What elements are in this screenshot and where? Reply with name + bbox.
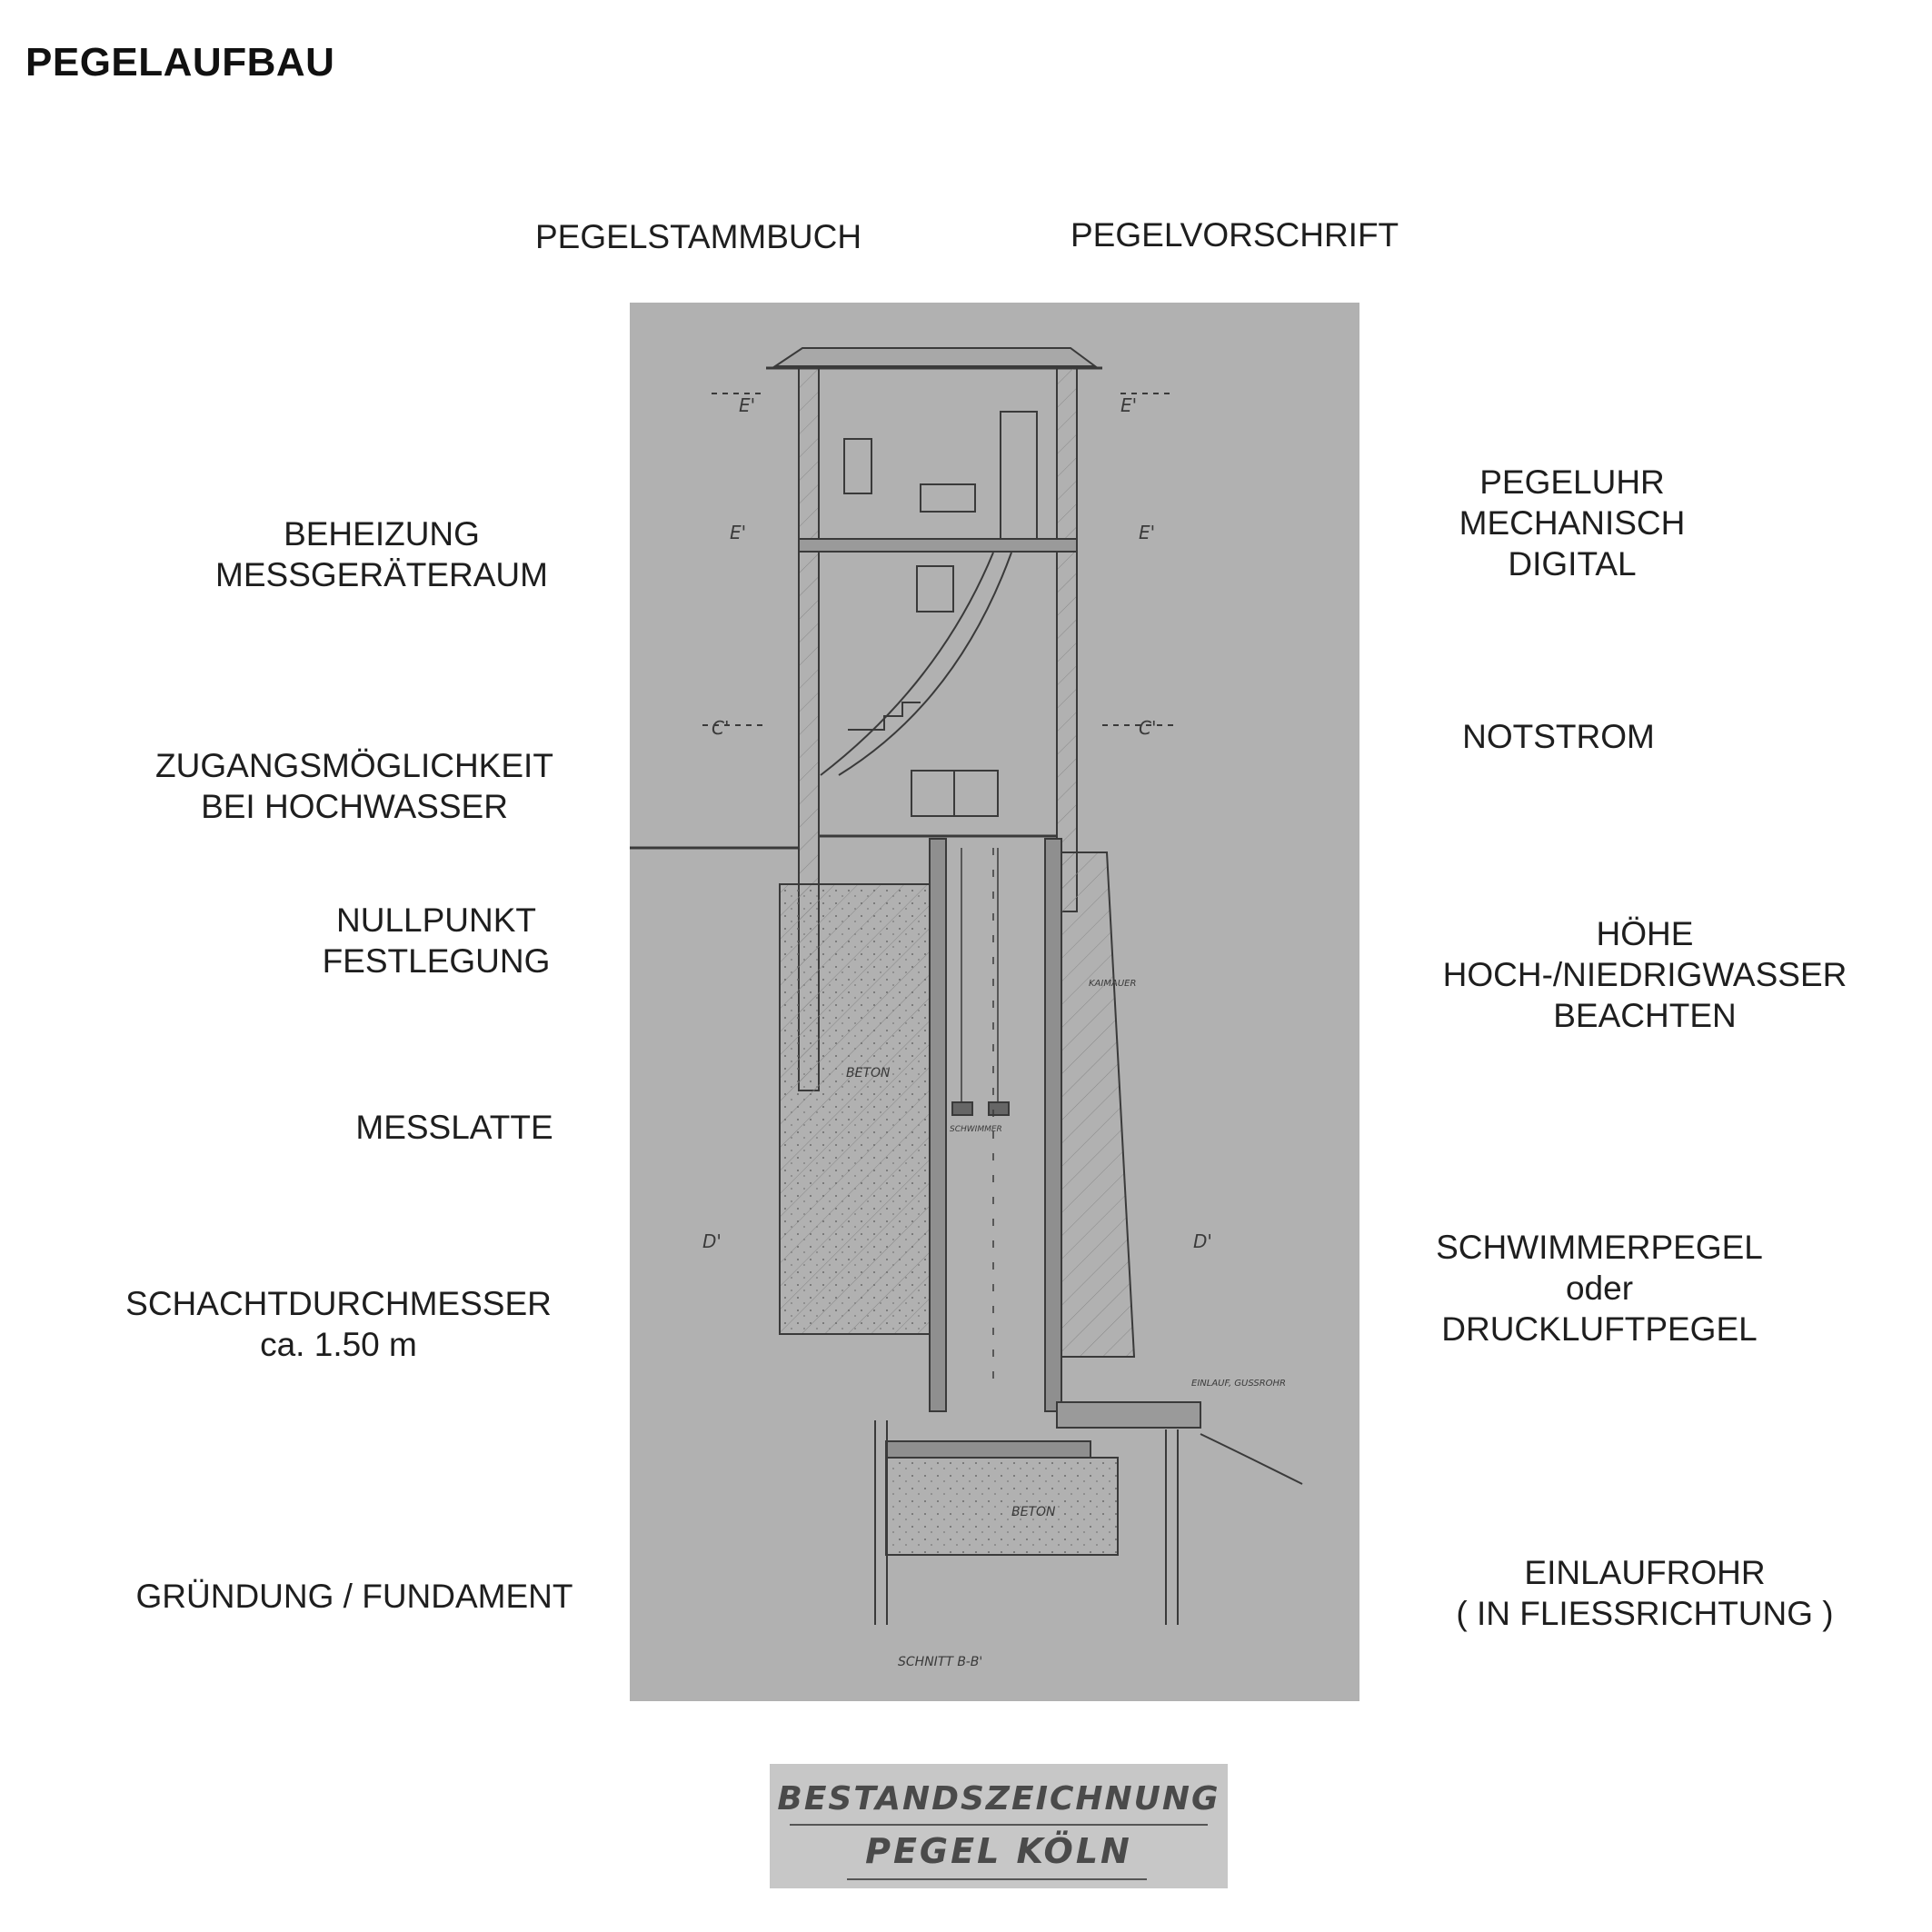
float-1 xyxy=(952,1102,972,1115)
label-line: MESSGERÄTERAUM xyxy=(215,556,548,593)
section-mark: D' xyxy=(1193,1230,1212,1252)
label-line: BEACHTEN xyxy=(1553,997,1737,1034)
label-beheizung xyxy=(182,513,582,595)
label-line: MESSLATTE xyxy=(355,1109,553,1146)
roof xyxy=(775,348,1095,366)
label-line: NULLPUNKT xyxy=(336,901,536,939)
label-line: HOCH-/NIEDRIGWASSER xyxy=(1442,956,1847,993)
section-mark: C' xyxy=(712,717,730,739)
label-line: SCHWIMMERPEGEL xyxy=(1436,1229,1763,1266)
label-nullpunkt xyxy=(273,900,600,981)
label-line: ca. 1.50 m xyxy=(260,1326,417,1363)
right-wall xyxy=(1057,368,1077,911)
stamp-line-1: BESTANDSZEICHNUNG xyxy=(777,1780,1220,1817)
float-2 xyxy=(989,1102,1009,1115)
section-mark: E' xyxy=(739,394,756,416)
label-line: MECHANISCH xyxy=(1459,504,1686,542)
page-title: PEGELAUFBAU xyxy=(25,40,335,85)
label-zugangsmoeglichkeit xyxy=(127,745,582,827)
stamp-underline xyxy=(790,1824,1208,1826)
section-mark: E' xyxy=(730,522,747,543)
label-schwimmerpegel xyxy=(1399,1227,1799,1349)
label-line: BEHEIZUNG xyxy=(284,515,480,553)
annotation-schnitt: SCHNITT B-B' xyxy=(898,1655,983,1669)
section-mark: E' xyxy=(1139,522,1156,543)
shaft-wall-right xyxy=(1045,839,1061,1411)
label-notstrom xyxy=(1399,716,1718,757)
label-pegelstammbuch: PEGELSTAMMBUCH xyxy=(535,218,862,255)
inlet-pipe xyxy=(1057,1402,1200,1428)
beton-left-dots xyxy=(780,884,930,1334)
label-line: NOTSTROM xyxy=(1462,718,1655,755)
label-line: HÖHE xyxy=(1596,915,1694,952)
label-line: GRÜNDUNG / FUNDAMENT xyxy=(135,1578,573,1615)
label-line: FESTLEGUNG xyxy=(322,942,551,980)
foundation-beton xyxy=(886,1458,1118,1555)
label-schachtdurchmesser xyxy=(91,1283,586,1365)
label-line: DRUCKLUFTPEGEL xyxy=(1441,1310,1758,1348)
label-line: ZUGANGSMÖGLICHKEIT xyxy=(155,747,553,784)
instrument-floor xyxy=(799,539,1077,552)
label-messlatte xyxy=(309,1107,600,1148)
label-line: PEGELUHR xyxy=(1479,463,1665,501)
label-gruendung xyxy=(100,1576,609,1617)
annotation-kaimauer: KAIMAUER xyxy=(1089,979,1137,989)
label-line: DIGITAL xyxy=(1508,545,1637,583)
technical-drawing xyxy=(630,303,1359,1701)
annotation-einlauf: EINLAUF, GUSSROHR xyxy=(1191,1379,1286,1389)
label-hoehe xyxy=(1409,913,1881,1036)
section-mark: D' xyxy=(702,1230,722,1252)
stair-steps xyxy=(848,702,921,730)
section-mark: C' xyxy=(1139,717,1157,739)
clock-box xyxy=(844,439,871,493)
recorder xyxy=(921,484,975,512)
material-label: BETON xyxy=(846,1066,891,1081)
stamp-line-2: PEGEL KÖLN xyxy=(865,1831,1132,1871)
section-mark: E' xyxy=(1120,394,1138,416)
kaimauer xyxy=(1061,852,1137,1357)
stamp-bestandszeichnung xyxy=(770,1764,1228,1888)
gauge-section-drawing xyxy=(630,303,1359,1701)
stair-window xyxy=(917,566,953,612)
label-line: SCHACHTDURCHMESSER xyxy=(125,1285,552,1322)
annotation-schwimmer: SCHWIMMER xyxy=(950,1125,1002,1134)
stair-curve-2 xyxy=(839,553,1011,775)
shaft-wall-left xyxy=(930,839,946,1411)
label-line: BEI HOCHWASSER xyxy=(201,788,508,825)
riverbed xyxy=(1200,1434,1302,1484)
label-line: oder xyxy=(1565,1270,1634,1307)
stamp-underline xyxy=(847,1878,1147,1880)
material-label: BETON xyxy=(1011,1505,1056,1519)
foundation-slab xyxy=(886,1441,1090,1458)
label-pegelvorschrift: PEGELVORSCHRIFT xyxy=(1071,216,1399,254)
stair-curve-1 xyxy=(821,553,993,775)
label-einlaufrohr xyxy=(1409,1552,1881,1634)
label-line: EINLAUFROHR xyxy=(1524,1554,1766,1591)
cabinet xyxy=(1001,412,1037,539)
label-pegeluhr xyxy=(1409,462,1736,584)
label-line: ( IN FLIESSRICHTUNG ) xyxy=(1456,1595,1834,1632)
